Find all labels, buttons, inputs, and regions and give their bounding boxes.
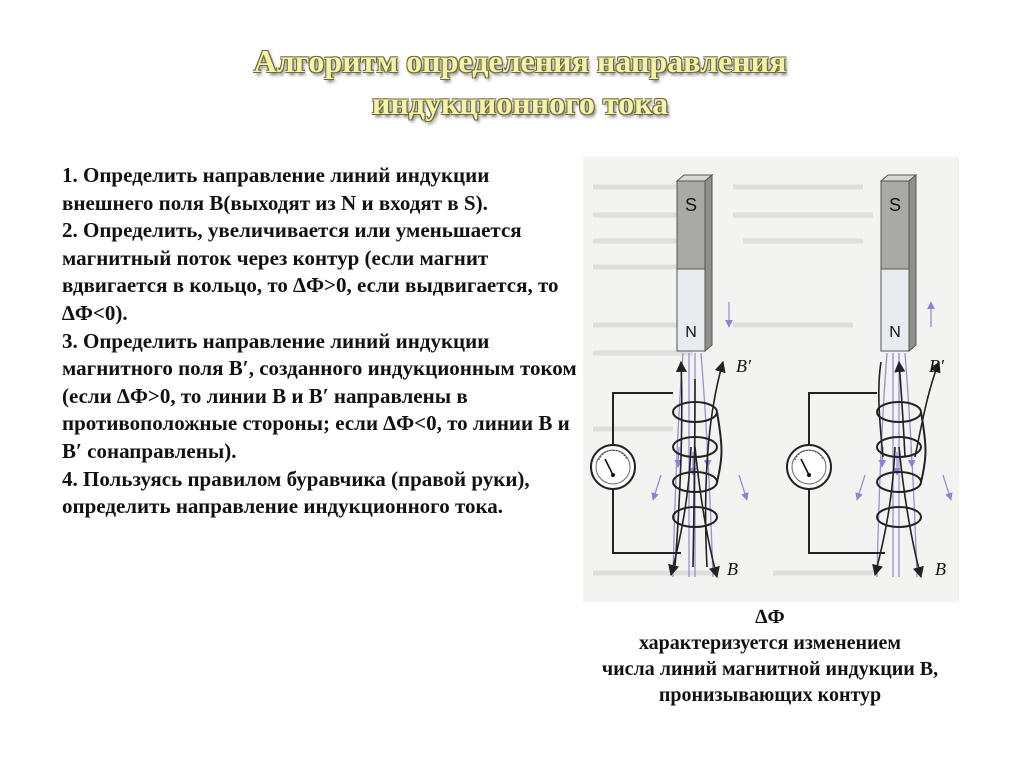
algorithm-steps bbox=[62, 162, 582, 521]
left-pole-n: N bbox=[685, 324, 697, 341]
left-galvanometer bbox=[591, 445, 635, 489]
induction-figure bbox=[583, 157, 959, 602]
caption-line-4: пронизывающих контур bbox=[658, 684, 882, 706]
right-label-field: B bbox=[935, 559, 946, 579]
left-label-field: B bbox=[727, 559, 738, 579]
left-pole-s: S bbox=[684, 195, 698, 215]
background-texture bbox=[593, 187, 873, 573]
left-magnet bbox=[677, 175, 712, 351]
left-label-induced: B′ bbox=[736, 356, 751, 376]
slide-title bbox=[120, 40, 920, 124]
left-apparatus bbox=[591, 175, 752, 579]
right-galvanometer bbox=[787, 445, 831, 489]
title-line-2: индукционного тока bbox=[371, 85, 669, 121]
induction-diagram bbox=[583, 157, 959, 602]
caption-line-2: характеризуется изменением bbox=[638, 632, 902, 654]
caption-line-1: ∆Ф bbox=[755, 606, 785, 628]
step-2: 2. Определить, увеличивается или уменьшается магнитный поток через контур (если магнит вдвигается в кольцо, то ∆Ф>0, если выдвигается, то ∆Ф<0). bbox=[62, 218, 559, 325]
right-pole-n: N bbox=[889, 324, 901, 341]
step-4: 4. Пользуясь правилом буравчика (правой руки), определить направление индукционного тока. bbox=[62, 466, 530, 519]
right-label-induced: B′ bbox=[929, 356, 944, 376]
right-pole-s: S bbox=[888, 195, 902, 215]
right-apparatus bbox=[787, 175, 951, 579]
caption-line-3: числа линий магнитной индукции В, bbox=[601, 658, 939, 680]
step-3: 3. Определить направление линий индукции магнитного поля В′, созданного индукционным током (если ∆Ф>0, то линии В и В′ направлены в противоположные стороны; если ∆Ф<0, то линии В и В′ сонаправлены). bbox=[62, 328, 577, 463]
figure-caption bbox=[535, 604, 1005, 708]
left-induced-field-lines bbox=[675, 362, 723, 567]
step-1: 1. Определить направление линий индукции внешнего поля В(выходят из N и входят в S). bbox=[62, 163, 490, 215]
right-magnet bbox=[881, 175, 916, 351]
title-line-1: Алгоритм определения направления bbox=[253, 43, 787, 79]
